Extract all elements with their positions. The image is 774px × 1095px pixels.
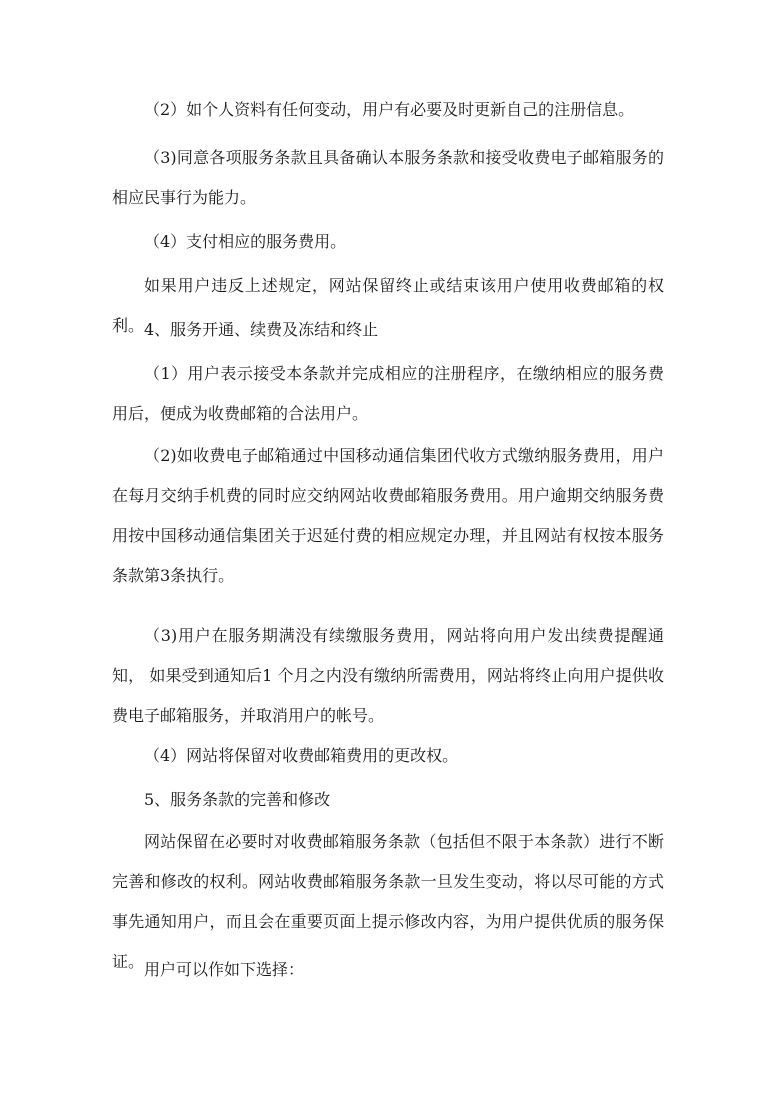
paragraph-accept-terms: （1）用户表示接受本条款并完成相应的注册程序，在缴纳相应的服务费用后，便成为收费邮箱的合法用户。 bbox=[112, 364, 664, 423]
paragraph-expiry: （3)用户在服务期满没有续缴服务费用，网站将向用户发出续费提醒通知， 如果受到通知后1 个月之内没有缴纳所需费用，网站将终止向用户提供收费电子邮箱服务，并取消用户的帐号。 bbox=[112, 626, 664, 725]
section-heading-5: 5、服务条款的完善和修改 bbox=[144, 790, 331, 809]
paragraph-violation: 如果用户违反上述规定，网站保留终止或结束该用户使用收费邮箱的权利。 bbox=[112, 276, 664, 335]
paragraph-pay-fees: （4）支付相应的服务费用。 bbox=[144, 232, 347, 251]
paragraph-profile-update: （2）如个人资料有任何变动，用户有必要及时更新自己的注册信息。 bbox=[144, 100, 635, 119]
paragraph-fee-change: （4）网站将保留对收费邮箱费用的更改权。 bbox=[144, 746, 459, 765]
paragraph-agree-terms: （3)同意各项服务条款且具备确认本服务条款和接受收费电子邮箱服务的相应民事行为能力。 bbox=[112, 148, 664, 207]
paragraph-mobile-billing: （2)如收费电子邮箱通过中国移动通信集团代收方式缴纳服务费用，用户在每月交纳手机费的同时应交纳网站收费邮箱服务费用。用户逾期交纳服务费用按中国移动通信集团关于迟延付费的相应规定办理，并且网站有权按本服务条款第3条执行。 bbox=[112, 446, 664, 585]
paragraph-user-choices: 用户可以作如下选择： bbox=[144, 960, 305, 979]
section-heading-4: 4、服务开通、续费及冻结和终止 bbox=[144, 320, 379, 339]
paragraph-terms-revision: 网站保留在必要时对收费邮箱服务条款（包括但不限于本条款）进行不断完善和修改的权利。网站收费邮箱服务条款一旦发生变动，将以尽可能的方式事先通知用户，而且会在重要页面上提示修改内容，为用户提供优质的服务保证。 bbox=[112, 832, 664, 971]
